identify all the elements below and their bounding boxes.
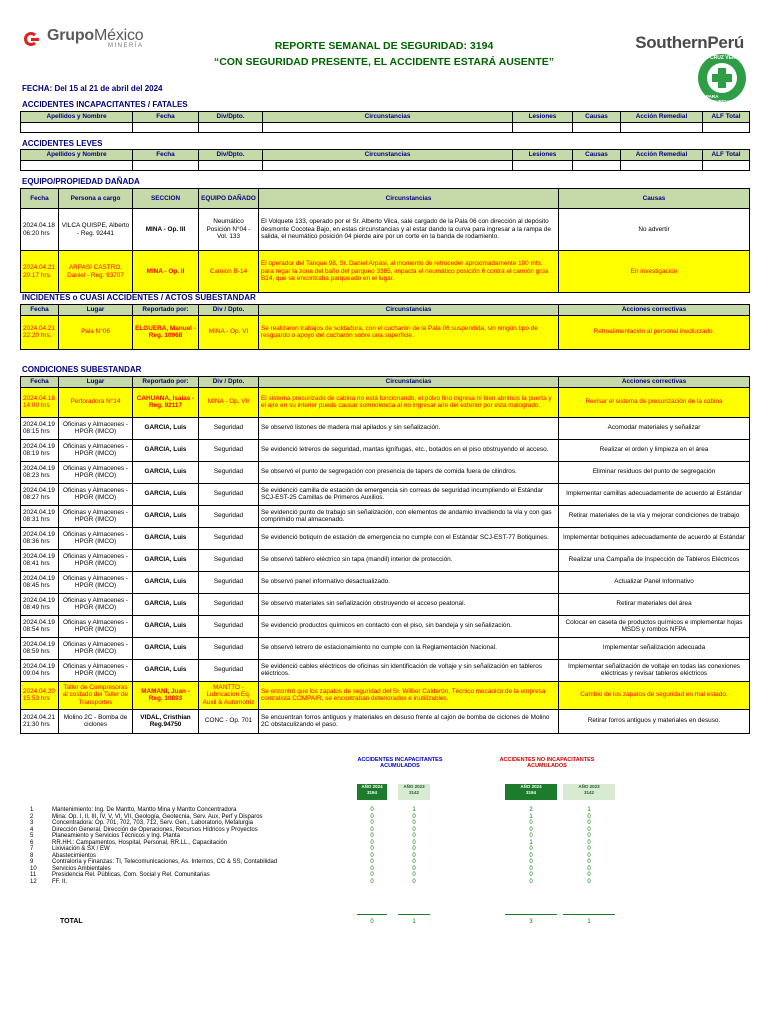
area-value: 0 <box>370 865 374 872</box>
circumstance-cell: El sistema presurizado de cabina no está funcionando, el polvo fino ingresa ni bien abrimos la puerta y el aire en su interior puede causar somnolencia al no ingresar aire del exterior por esta malogrado. <box>259 387 559 417</box>
report-title: REPORTE SEMANAL DE SEGURIDAD: 3194 <box>274 40 494 52</box>
summary-inc-title: ACCIDENTES INCAPACITANTES ACUMULADOS <box>357 757 443 769</box>
date-cell: 2024.04.20 15:53 hrs <box>21 681 59 709</box>
seal-top-text: CRUZ VERDE <box>710 55 743 61</box>
place-cell: Molino 2C - Bomba de ciclones <box>59 709 133 733</box>
section-cell: MINA - Op. II <box>133 251 199 293</box>
area-value: 0 <box>412 878 416 885</box>
area-number: 1 <box>30 807 34 813</box>
header-cell: Div/Dpto. <box>199 150 263 161</box>
action-cell: Cambio de los zapatos de seguridad en mal estado. <box>559 681 750 709</box>
area-value: 0 <box>529 878 533 885</box>
place-cell: Oficinas y Almacenes - HPGR (IMCO) <box>59 593 133 615</box>
action-cell: Retirar forros antiguos y materiales en desuso. <box>559 709 750 733</box>
report-date: FECHA: Del 15 al 21 de abril del 2024 <box>22 84 163 93</box>
division-cell: CONC - Op. 701 <box>199 709 259 733</box>
table-row <box>21 709 750 733</box>
action-cell: Implementar señalización de voltaje en todas las conexiones eléctricas y revisar tableros eléctricos <box>559 659 750 681</box>
date-cell: 2024.04.19 08:27 hrs <box>21 483 59 505</box>
division-cell: Seguridad <box>199 659 259 681</box>
area-name: Contraloría y Finanzas: TI, Telecomunicaciones, As. Internos, CC & SS, Contabilidad <box>52 859 278 865</box>
reporter-cell: GARCIA, Luis <box>133 659 199 681</box>
inc-2024-values <box>362 807 382 885</box>
action-cell: Implementar señalización adecuada <box>559 637 750 659</box>
table-row <box>21 209 750 251</box>
area-value: 0 <box>412 852 416 859</box>
table-row <box>21 527 750 549</box>
area-number: 8 <box>30 852 34 859</box>
place-cell: Oficinas y Almacenes - HPGR (IMCO) <box>59 439 133 461</box>
grupo-mexico-logo-b: México <box>94 27 144 44</box>
date-cell: 2024.04.21 22:20 hrs. <box>21 315 59 349</box>
header-cell: Circunstancias <box>263 112 513 123</box>
header-cell: EQUIPO DAÑADO <box>199 189 259 209</box>
equipment-cell: Camion B-14 <box>199 251 259 293</box>
circumstance-cell: El Volquete 133, operado por el Sr. Alberto Vilca, sale cargado de la Pala 06 con dirección al depósito desmonte Cocotea Bajo, en estas circunstancias y al estar dando la curva para ingresar a la rampa de salida, el neumático posición 04 pierde aire por un corte en la banda de rodamiento. <box>259 209 559 251</box>
action-cell: Retroalimentación al personal involucrado. <box>559 315 750 349</box>
area-value: 0 <box>370 852 374 859</box>
header-cell: Lesiones <box>513 150 573 161</box>
circumstance-cell: Se observó letrero de estacionamiento no cumple con la Reglamentación Nacional. <box>259 637 559 659</box>
area-value: 0 <box>587 852 591 859</box>
reporter-cell: GARCIA, Luis <box>133 483 199 505</box>
area-number: 9 <box>30 859 34 865</box>
header-cell: Fecha <box>21 305 59 316</box>
report-slogan: “CON SEGURIDAD PRESENTE, EL ACCIDENTE ESTARÁ AUSENTE” <box>213 56 555 68</box>
action-cell: Revisar el sistema de presurización de la cabina <box>559 387 750 417</box>
inc-col-b-header: AÑO 2023 3142 <box>398 784 430 800</box>
area-name: Lixiviación & SX / EW <box>52 846 110 852</box>
circumstance-cell: Se evidenció camilla de estación de emergencia sin correas de seguridad incumpliendo el Estándar SCJ-EST-25 Camillas de Primeros Auxilios. <box>259 483 559 505</box>
reporter-cell: GARCIA, Luis <box>133 505 199 527</box>
area-name: FF. II. <box>52 878 67 885</box>
noinc-2023-values <box>579 807 599 885</box>
area-value: 0 <box>370 807 374 813</box>
circumstance-cell: Se observó el punto de segregación con presencia de tapers de comida fuera de cilindros. <box>259 461 559 483</box>
reporter-cell: GARCIA, Luis <box>133 637 199 659</box>
header-cell: Fecha <box>21 377 59 388</box>
header-cell: Div / Dpto. <box>199 305 259 316</box>
noinc-col-b-header: AÑO 2023 3142 <box>563 784 615 800</box>
summary-noinc-title: ACCIDENTES NO INCAPACITANTES ACUMULADOS <box>499 757 595 769</box>
header-cell: ALF Total <box>703 150 750 161</box>
area-value: 0 <box>412 839 416 846</box>
table-condiciones <box>20 376 750 734</box>
area-value: 0 <box>412 846 416 852</box>
table-row <box>21 439 750 461</box>
area-value: 0 <box>587 846 591 852</box>
division-cell: MANTTO - Lubricacion Eq. Auxil & Automotriz <box>199 681 259 709</box>
area-number: 11 <box>30 872 37 878</box>
area-name: Servicios Ambientales <box>52 865 111 872</box>
header-cell: Persona a cargo <box>59 189 133 209</box>
area-name: Abastecimientos <box>52 852 97 859</box>
place-cell: Oficinas y Almacenes - HPGR (IMCO) <box>59 417 133 439</box>
inc-2023-values <box>404 807 424 885</box>
division-cell: Seguridad <box>199 571 259 593</box>
action-cell: Colocar en caseta de productos químicos e implementar hojas MSDS y rombos NFPA <box>559 615 750 637</box>
header-cell: Circunstancias <box>259 189 559 209</box>
grupo-mexico-sub: MINERÍA <box>107 43 144 49</box>
table-row <box>21 659 750 681</box>
area-number: 5 <box>30 833 34 839</box>
area-value: 0 <box>370 833 374 839</box>
division-cell: MINA - Op. VI <box>199 315 259 349</box>
total-label: TOTAL <box>60 918 83 925</box>
table-row <box>21 483 750 505</box>
header-cell: Circunstancias <box>259 305 559 316</box>
header-cell: Apellidos y Nombre <box>21 150 133 161</box>
area-value: 0 <box>412 859 416 865</box>
division-cell: Seguridad <box>199 417 259 439</box>
section-title-leves: ACCIDENTES LEVES <box>22 139 103 148</box>
table-row <box>21 417 750 439</box>
circumstance-cell: Se evidenció punto de trabajo sin señalización, con elementos de andamio invadiendo la vía y con gas comprimido mal almacenado. <box>259 505 559 527</box>
action-cell: Retirar materiales de la vía y mejorar condiciones de trabajo <box>559 505 750 527</box>
date-cell: 2024.04.19 08:31 hrs <box>21 505 59 527</box>
division-cell: Seguridad <box>199 439 259 461</box>
southern-peru-logo: SouthernPerú <box>635 33 744 52</box>
table-equipo <box>20 188 750 293</box>
area-value: 0 <box>529 872 533 878</box>
header-cell: Acciones correctivas <box>559 305 750 316</box>
date-cell: 2024.04.19 08:19 hrs <box>21 439 59 461</box>
total-noinc-2024: 3 <box>529 919 533 925</box>
area-value: 0 <box>370 839 374 846</box>
date-cell: 2024.04.21 21:30 hrs <box>21 709 59 733</box>
area-value: 2 <box>529 807 533 813</box>
place-cell: Taller de Compresoras al costado del Taller de Transportes <box>59 681 133 709</box>
place-cell: Oficinas y Almacenes - HPGR (IMCO) <box>59 637 133 659</box>
header-cell: Div / Dpto. <box>199 377 259 388</box>
table-row <box>21 251 750 293</box>
area-row <box>30 879 277 886</box>
area-value: 0 <box>529 859 533 865</box>
area-value: 1 <box>529 813 533 820</box>
area-name: Mina: Op. I, II, III, IV, V, VI, VII, Geología, Geotecnia, Serv. Aux, Perf y Disparos <box>52 813 263 820</box>
place-cell: Oficinas y Almacenes - HPGR (IMCO) <box>59 527 133 549</box>
area-value: 1 <box>587 807 591 813</box>
cause-cell: No advertir <box>559 209 750 251</box>
section-title-equipo: EQUIPO/PROPIEDAD DAÑADA <box>22 177 140 186</box>
table-row <box>21 505 750 527</box>
table-incidentes <box>20 304 750 350</box>
seal-bottom-text: PARA SEGURIDAD <box>706 94 734 104</box>
header-cell: Circunstancias <box>263 150 513 161</box>
header-cell: Causas <box>559 189 750 209</box>
header-cell: Causas <box>573 112 621 123</box>
circumstance-cell: Se encontró que los zapatos de seguridad del Sr. Wilber Calderón, Técnico mecánico de la empresa contratista COMPAIR, se encontraban deteriorados e inutilizables. <box>259 681 559 709</box>
place-cell: Oficinas y Almacenes - HPGR (IMCO) <box>59 461 133 483</box>
area-value: 0 <box>529 852 533 859</box>
table-row <box>21 549 750 571</box>
section-title-incidentes: INCIDENTES o CUASI ACCIDENTES / ACTOS SUBESTANDAR <box>22 293 256 302</box>
header-cell: SECCION <box>133 189 199 209</box>
area-value: 0 <box>412 820 416 826</box>
area-value: 0 <box>370 878 374 885</box>
table-row <box>21 637 750 659</box>
reporter-cell: CAHUANA, Isaias - Reg. 92117 <box>133 387 199 417</box>
table-row <box>21 681 750 709</box>
area-value: 0 <box>370 820 374 826</box>
date-cell: 2024.04.19 08:45 hrs <box>21 571 59 593</box>
circumstance-cell: Se encuentran forros antiguos y materiales en desuso frente al cajón de bomba de ciclones de Molino 2C obstaculizando el paso. <box>259 709 559 733</box>
date-cell: 2024.04.19 08:23 hrs <box>21 461 59 483</box>
circumstance-cell: El operador del Tanque 98, Sr. Daniel Arpasi, al momento de retroceder aproximadamente 100 mts. para regar la zona del baño del parqueo 3385, impacta el neumático posición 6 contra el camión grúa B14, que se encontraba parqueado en el lugar. <box>259 251 559 293</box>
section-title-condiciones: CONDICIONES SUBESTANDAR <box>22 365 142 374</box>
table-row <box>21 315 750 349</box>
date-cell: 2024.04.19 09:04 hrs <box>21 659 59 681</box>
date-cell: 2024.04.18 14:00 hrs <box>21 387 59 417</box>
place-cell: Pala N°06 <box>59 315 133 349</box>
circumstance-cell: Se observó materiales sin señalización obstruyendo el acceso peatonal. <box>259 593 559 615</box>
place-cell: Oficinas y Almacenes - HPGR (IMCO) <box>59 659 133 681</box>
noinc-col-a-header: AÑO 2024 3194 <box>505 784 557 800</box>
area-value: 0 <box>412 833 416 839</box>
area-value: 0 <box>412 865 416 872</box>
area-value: 0 <box>529 833 533 839</box>
area-value: 0 <box>370 872 374 878</box>
reporter-cell: VIDAL, Cristhian Reg.94750 <box>133 709 199 733</box>
area-value: 0 <box>587 813 591 820</box>
reporter-cell: GARCIA, Luis <box>133 439 199 461</box>
header-cell: Acciones correctivas <box>559 377 750 388</box>
table-row <box>21 461 750 483</box>
place-cell: Oficinas y Almacenes - HPGR (IMCO) <box>59 483 133 505</box>
reporter-cell: GARCIA, Luis <box>133 549 199 571</box>
place-cell: Oficinas y Almacenes - HPGR (IMCO) <box>59 571 133 593</box>
table-row <box>21 387 750 417</box>
reporter-cell: GARCIA, Luis <box>133 527 199 549</box>
area-name: Mantenimiento: Ing. De Mantto, Mantto Mina y Mantto Concentradora <box>52 807 237 813</box>
action-cell: Implementar botiquines adecuadamente de acuerdo al Estándar <box>559 527 750 549</box>
table-row <box>21 615 750 637</box>
total-inc-2023: 1 <box>412 919 416 925</box>
header-cell: Div/Dpto. <box>199 112 263 123</box>
header-cell: Acción Remedial <box>621 150 703 161</box>
grupo-mexico-logo-a: Grupo <box>47 27 94 44</box>
area-number: 6 <box>30 839 34 846</box>
section-title-fatales: ACCIDENTES INCAPACITANTES / FATALES <box>22 100 188 109</box>
table-fatales <box>20 111 750 133</box>
table-leves <box>20 149 750 171</box>
action-cell: Retirar materiales del área <box>559 593 750 615</box>
reporter-cell: ELGUERA, Manuel - Reg. 10968 <box>133 315 199 349</box>
reporter-cell: GARCIA, Luis <box>133 593 199 615</box>
header-cell: Fecha <box>21 189 59 209</box>
area-value: 0 <box>587 826 591 833</box>
area-value: 0 <box>587 839 591 846</box>
equipment-cell: Neumático Posición N°04 - Vol. 133 <box>199 209 259 251</box>
circumstance-cell: Se observó listones de madera mal apilados y sin señalización. <box>259 417 559 439</box>
circumstance-cell: Se observó panel informativo desactualizado. <box>259 571 559 593</box>
area-value: 0 <box>587 865 591 872</box>
date-cell: 2024.04.19 08:49 hrs <box>21 593 59 615</box>
division-cell: Seguridad <box>199 527 259 549</box>
area-value: 0 <box>587 872 591 878</box>
header-cell: Lugar <box>59 305 133 316</box>
header-cell: Causas <box>573 150 621 161</box>
reporter-cell: MAMANI, Juan - Reg. 10893 <box>133 681 199 709</box>
reporter-cell: GARCIA, Luis <box>133 571 199 593</box>
area-name: Dirección General, Dirección de Operaciones, Recursos Hídricos y Proyectos <box>52 826 258 833</box>
person-cell: ARPASI CASTRO, Daniel - Reg. 93707 <box>59 251 133 293</box>
area-number: 12 <box>30 878 37 885</box>
place-cell: Oficinas y Almacenes - HPGR (IMCO) <box>59 615 133 637</box>
action-cell: Actualizar Panel Informativo <box>559 571 750 593</box>
division-cell: Seguridad <box>199 461 259 483</box>
area-value: 0 <box>412 872 416 878</box>
area-value: 0 <box>587 820 591 826</box>
area-value: 0 <box>370 859 374 865</box>
person-cell: VILCA QUISPE, Alberto - Reg. 92441 <box>59 209 133 251</box>
area-value: 0 <box>587 878 591 885</box>
header-cell: Lugar <box>59 377 133 388</box>
area-value: 0 <box>587 859 591 865</box>
area-list <box>30 807 277 885</box>
area-value: 1 <box>529 839 533 846</box>
header-cell: ALF Total <box>703 112 750 123</box>
area-value: 0 <box>370 826 374 833</box>
area-value: 0 <box>587 833 591 839</box>
reporter-cell: GARCIA, Luis <box>133 461 199 483</box>
header-cell: Apellidos y Nombre <box>21 112 133 123</box>
division-cell: Seguridad <box>199 615 259 637</box>
area-number: 10 <box>30 865 37 872</box>
action-cell: Implementar camillas adecuadamente de acuerdo al Estándar <box>559 483 750 505</box>
place-cell: Perforadora N°14 <box>59 387 133 417</box>
total-noinc-2023: 1 <box>587 919 591 925</box>
area-value: 0 <box>412 813 416 820</box>
area-name: Presidencia Rel. Públicas, Com. Social y Rel. Comunitarias <box>52 872 210 878</box>
area-value: 0 <box>529 846 533 852</box>
circumstance-cell: Se realizaron trabajos de soldadura, con el cucharón de la Pala 06 suspendida, sin ningún tipo de resguardo o apoyo del cucharón sobre una superficie. <box>259 315 559 349</box>
date-cell: 2024.04.19 08:54 hrs <box>21 615 59 637</box>
area-name: Planeamiento y Servicios Técnicos y Ing. Planta <box>52 833 180 839</box>
place-cell: Oficinas y Almacenes - HPGR (IMCO) <box>59 505 133 527</box>
date-cell: 2024.04.21 20:17 hrs. <box>21 251 59 293</box>
area-value: 0 <box>529 826 533 833</box>
cause-cell: En investigación <box>559 251 750 293</box>
circumstance-cell: Se evidenció letreros de seguridad, mantas ignífugas, etc., botados en el piso obstruyendo el acceso. <box>259 439 559 461</box>
division-cell: Seguridad <box>199 593 259 615</box>
header-cell: Reportado por: <box>133 377 199 388</box>
division-cell: MINA - Op. VII <box>199 387 259 417</box>
area-number: 7 <box>30 846 34 852</box>
date-cell: 2024.04.18 06:20 hrs <box>21 209 59 251</box>
area-value: 0 <box>370 846 374 852</box>
header-cell: Reportado por: <box>133 305 199 316</box>
header-cell: Circunstancias <box>259 377 559 388</box>
table-row <box>21 571 750 593</box>
header-cell: Acción Remedial <box>621 112 703 123</box>
header-cell: Fecha <box>133 150 199 161</box>
date-cell: 2024.04.19 08:36 hrs <box>21 527 59 549</box>
reporter-cell: GARCIA, Luis <box>133 417 199 439</box>
division-cell: Seguridad <box>199 549 259 571</box>
circumstance-cell: Se evidenció botiquín de estación de emergencia no cumple con el Estándar SCJ-EST-77 Botiquines. <box>259 527 559 549</box>
action-cell: Realizar el orden y limpieza en el área <box>559 439 750 461</box>
date-cell: 2024.04.19 08:15 hrs <box>21 417 59 439</box>
area-value: 0 <box>529 865 533 872</box>
circumstance-cell: Se evidenció productos químicos en contacto con el piso, sin bandeja y sin señalización. <box>259 615 559 637</box>
action-cell: Realizar una Campaña de Inspección de Tableros Eléctricos <box>559 549 750 571</box>
area-number: 4 <box>30 826 34 833</box>
inc-col-a-header: AÑO 2024 3194 <box>357 784 387 800</box>
header-cell: Fecha <box>133 112 199 123</box>
date-cell: 2024.04.19 08:41 hrs <box>21 549 59 571</box>
total-inc-2024: 0 <box>370 919 374 925</box>
division-cell: Seguridad <box>199 483 259 505</box>
area-value: 0 <box>370 813 374 820</box>
division-cell: Seguridad <box>199 637 259 659</box>
area-name: Concentradora: Op. 701, 702, 703, 712, Serv. Gen., Laboratorio, Metalurgia <box>52 820 254 826</box>
area-number: 2 <box>30 813 34 820</box>
area-value: 0 <box>529 820 533 826</box>
area-value: 1 <box>412 807 416 813</box>
action-cell: Acomodar materiales y señalizar <box>559 417 750 439</box>
circumstance-cell: Se evidenció cables eléctricos de oficinas sin identificación de voltaje y sin señalización en tableros eléctricos. <box>259 659 559 681</box>
division-cell: Seguridad <box>199 505 259 527</box>
date-cell: 2024.04.19 08:59 hrs <box>21 637 59 659</box>
area-number: 3 <box>30 820 34 826</box>
reporter-cell: GARCIA, Luis <box>133 615 199 637</box>
section-cell: MINA - Op. III <box>133 209 199 251</box>
cruz-verde-seal-icon <box>698 54 746 102</box>
place-cell: Oficinas y Almacenes - HPGR (IMCO) <box>59 549 133 571</box>
area-value: 0 <box>412 826 416 833</box>
header-cell: Lesiones <box>513 112 573 123</box>
circumstance-cell: Se observó tablero eléctrico sin tapa (mandil) interior de protección. <box>259 549 559 571</box>
area-name: RR.HH.: Campamentos, Hospital, Personal, RR.LL., Capacitación <box>52 839 228 846</box>
noinc-2024-values <box>521 807 541 885</box>
action-cell: Eliminar residuos del punto de segregación <box>559 461 750 483</box>
table-row <box>21 593 750 615</box>
